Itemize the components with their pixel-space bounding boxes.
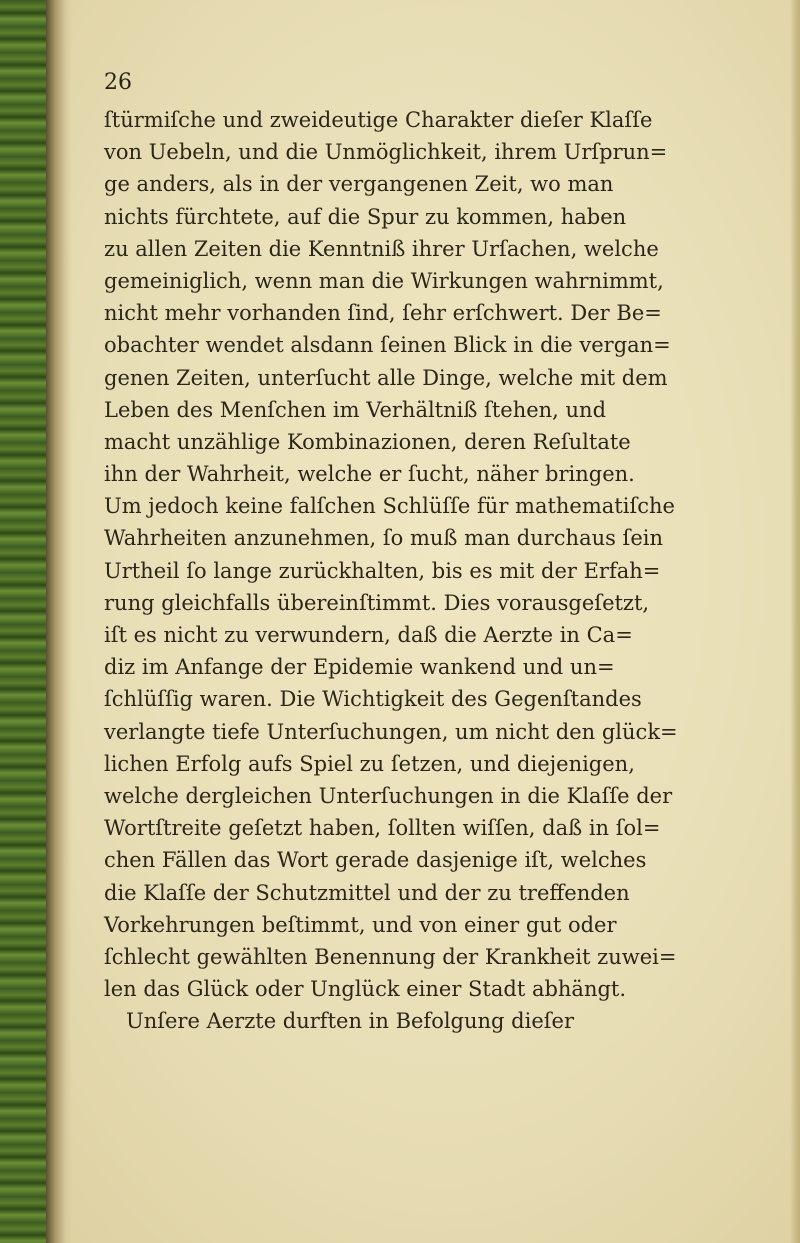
text-line: len das Glück oder Unglück einer Stadt abhängt.: [104, 977, 627, 1002]
text-line: Vorkehrungen beſtimmt, und von einer gut oder: [104, 912, 617, 937]
page-number: 26: [104, 70, 132, 95]
text-line: Wahrheiten anzunehmen, ſo muß man durchaus ſein: [104, 526, 664, 551]
text-line: ſchlüſſig waren. Die Wichtigkeit des Gegenſtandes: [104, 687, 642, 712]
text-line: genen Zeiten, unterſucht alle Dinge, welche mit dem: [104, 365, 668, 390]
text-line: chen Fällen das Wort gerade dasjenige iſt, welches: [104, 848, 647, 873]
binding-shadow: [46, 0, 72, 1243]
text-line: ſchlecht gewählten Benennung der Krankheit zuwei=: [104, 944, 677, 969]
text-line: obachter wendet alsdann ſeinen Blick in die vergan=: [104, 333, 671, 358]
text-line: iſt es nicht zu verwundern, daß die Aerzte in Ca=: [104, 623, 633, 647]
text-line: Wortſtreite geſetzt haben, ſollten wiſſen, daß in ſol=: [104, 816, 661, 841]
book-binding: [0, 0, 46, 1243]
text-line: zu allen Zeiten die Kenntniß ihrer Urſachen, welche: [104, 236, 659, 261]
text-line: verlangte tiefe Unterſuchungen, um nicht den glück=: [104, 719, 678, 744]
text-line: rung gleichfalls übereinſtimmt. Dies vorausgeſetzt,: [104, 590, 650, 615]
text-line: ſtürmiſche und zweideutige Charakter dieſer Klaſſe: [104, 108, 653, 132]
text-line: nichts fürchtete, auf die Spur zu kommen, haben: [104, 204, 627, 229]
text-line: ge anders, als in der vergangenen Zeit, wo man: [104, 172, 614, 197]
text-line: lichen Erfolg aufs Spiel zu ſetzen, und diejenigen,: [104, 751, 635, 776]
text-line: macht unzählige Kombinazionen, deren Reſultate: [104, 429, 631, 454]
text-line: von Uebeln, und die Unmöglichkeit, ihrem Urſprun=: [104, 140, 668, 165]
text-line: Leben des Menſchen im Verhältniß ſtehen, und: [104, 397, 607, 422]
body-text: [104, 104, 784, 1037]
text-line: gemeiniglich, wenn man die Wirkungen wahrnimmt,: [104, 268, 664, 293]
text-line: welche dergleichen Unterſuchungen in die Klaſſe der: [104, 783, 673, 808]
text-line: ihn der Wahrheit, welche er ſucht, näher bringen.: [104, 462, 635, 487]
text-line: nicht mehr vorhanden ſind, ſehr erſchwert. Der Be=: [104, 301, 662, 326]
page-edge: [790, 0, 800, 1243]
text-line: Urtheil ſo lange zurückhalten, bis es mit der Erfah=: [104, 558, 661, 583]
text-line: Um jedoch keine falſchen Schlüſſe für mathematiſche: [104, 494, 675, 519]
text-line: Unſere Aerzte durften in Befolgung dieſer: [126, 1009, 574, 1034]
text-line: diz im Anfange der Epidemie wankend und un=: [104, 655, 615, 680]
text-line: die Klaſſe der Schutzmittel und der zu treffenden: [104, 880, 630, 905]
